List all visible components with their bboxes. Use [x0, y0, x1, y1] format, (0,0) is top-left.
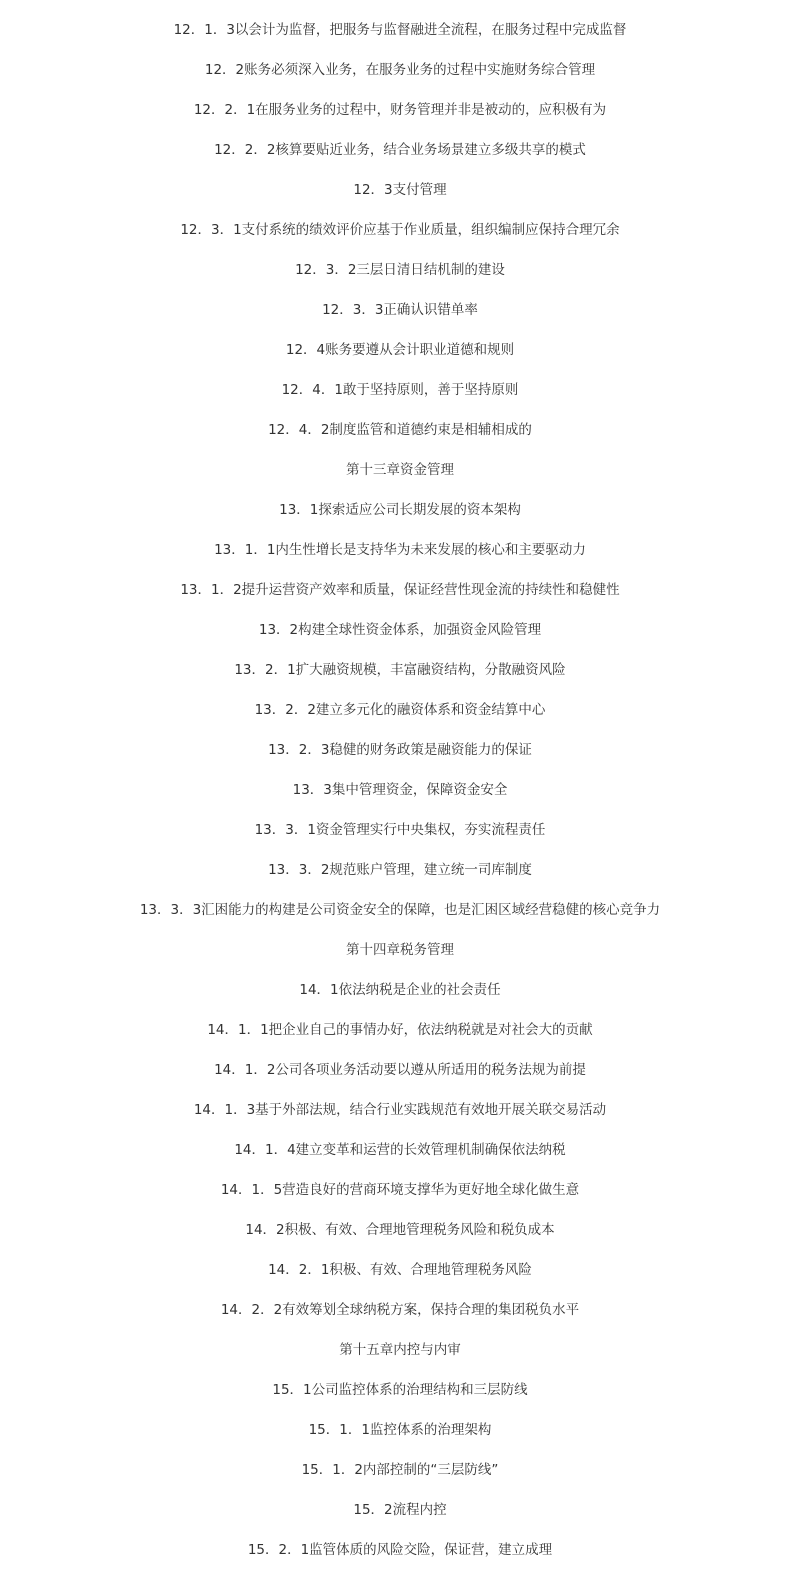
toc-entry: 13．3．3汇困能力的构建是公司资金安全的保障，也是汇困区域经营稳健的核心竞争力	[139, 902, 661, 918]
toc-entry: 13．1．1内生性增长是支持华为未来发展的核心和主要驱动力	[214, 542, 586, 558]
toc-entry: 15．2．1监管体质的风险交险，保证营，建立成理	[247, 1542, 553, 1558]
toc-entry: 15．2流程内控	[353, 1502, 447, 1518]
toc-entry: 13．1探索适应公司长期发展的资本架构	[279, 502, 521, 518]
toc-entry: 13．3．1资金管理实行中央集权，夯实流程责任	[254, 822, 546, 838]
table-of-contents	[0, 10, 800, 1570]
toc-entry: 12．3．1支付系统的绩效评价应基于作业质量，组织编制应保持合理冗余	[180, 222, 620, 238]
toc-entry: 12．2账务必须深入业务，在服务业务的过程中实施财务综合管理	[204, 62, 596, 78]
toc-entry: 14．1．5营造良好的营商环境支撑华为更好地全球化做生意	[220, 1182, 580, 1198]
toc-entry: 13．3．2规范账户管理，建立统一司库制度	[268, 862, 532, 878]
toc-entry: 13．2．3稳健的财务政策是融资能力的保证	[268, 742, 532, 758]
toc-entry: 13．3集中管理资金，保障资金安全	[292, 782, 508, 798]
toc-entry: 12．1．3以会计为监督，把服务与监督融进全流程，在服务过程中完成监督	[173, 22, 627, 38]
toc-entry: 12．4．1敢于坚持原则，善于坚持原则	[281, 382, 519, 398]
toc-entry: 12．3．2三层日清日结机制的建设	[295, 262, 505, 278]
toc-entry: 12．2．1在服务业务的过程中，财务管理并非是被动的，应积极有为	[193, 102, 607, 118]
toc-entry: 14．1依法纳税是企业的社会责任	[299, 982, 501, 998]
toc-entry: 12．3．3正确认识错单率	[322, 302, 478, 318]
toc-entry: 14．1．3基于外部法规，结合行业实践规范有效地开展关联交易活动	[193, 1102, 607, 1118]
toc-entry: 15．1．2内部控制的“三层防线”	[301, 1462, 499, 1478]
toc-entry: 14．1．1把企业自己的事情办好，依法纳税就是对社会大的贡献	[207, 1022, 593, 1038]
toc-entry: 13．1．2提升运营资产效率和质量，保证经营性现金流的持续性和稳健性	[180, 582, 620, 598]
toc-entry: 12．4．2制度监管和道德约束是相辅相成的	[268, 422, 532, 438]
toc-entry: 14．2．2有效筹划全球纳税方案，保持合理的集团税负水平	[220, 1302, 580, 1318]
toc-entry: 13．2．2建立多元化的融资体系和资金结算中心	[254, 702, 546, 718]
toc-entry: 12．4账务要遵从会计职业道德和规则	[285, 342, 515, 358]
toc-entry: 14．1．2公司各项业务活动要以遵从所适用的税务法规为前提	[214, 1062, 586, 1078]
toc-entry: 14．2．1积极、有效、合理地管理税务风险	[268, 1262, 532, 1278]
chapter-heading: 第十三章资金管理	[346, 462, 454, 478]
chapter-heading: 第十五章内控与内审	[339, 1342, 461, 1358]
toc-entry: 12．2．2核算要贴近业务，结合业务场景建立多级共享的模式	[214, 142, 586, 158]
chapter-heading: 第十四章税务管理	[346, 942, 454, 958]
toc-entry: 13．2．1扩大融资规模，丰富融资结构，分散融资风险	[234, 662, 566, 678]
toc-entry: 14．2积极、有效、合理地管理税务风险和税负成本	[245, 1222, 555, 1238]
toc-entry: 12．3支付管理	[353, 182, 447, 198]
toc-entry: 15．1公司监控体系的治理结构和三层防线	[272, 1382, 528, 1398]
toc-entry: 14．1．4建立变革和运营的长效管理机制确保依法纳税	[234, 1142, 566, 1158]
toc-entry: 15．1．1监控体系的治理架构	[308, 1422, 492, 1438]
toc-entry: 13．2构建全球性资金体系，加强资金风险管理	[258, 622, 542, 638]
